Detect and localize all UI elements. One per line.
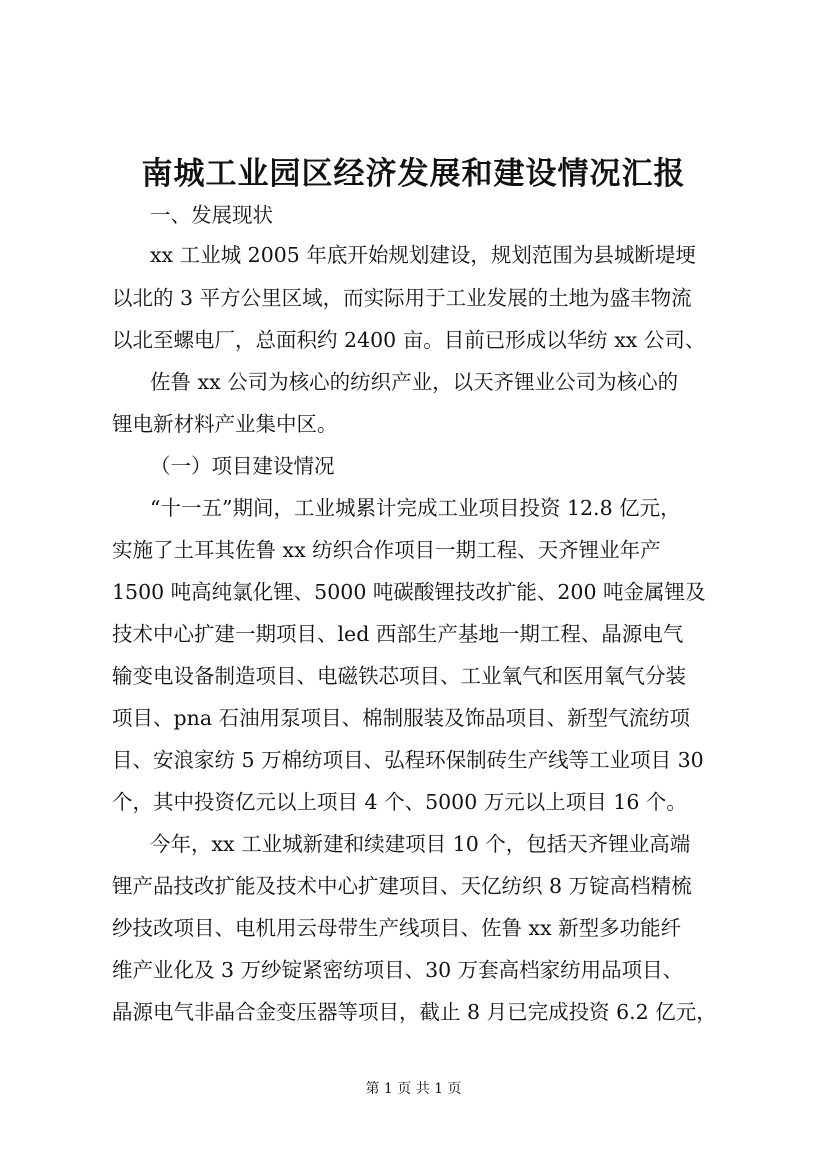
paragraph-line: 目、安浪家纺 5 万棉纺项目、弘程环保制砖生产线等工业项目 30 [112, 748, 704, 772]
paragraph-line: 以北的 3 平方公里区域，而实际用于工业发展的土地为盛丰物流 [112, 286, 692, 310]
page-footer: 第 1 页 共 1 页 [365, 1081, 462, 1097]
paragraph-line: 输变电设备制造项目、电磁铁芯项目、工业氧气和医用氧气分装 [112, 664, 686, 688]
paragraph-line: 个，其中投资亿元以上项目 4 个、5000 万元以上项目 16 个。 [112, 790, 687, 814]
paragraph-line: 纱技改项目、电机用云母带生产线项目、佐鲁 xx 新型多功能纤 [112, 916, 682, 940]
paragraph-line: 技术中心扩建一期项目、led 西部生产基地一期工程、晶源电气 [112, 622, 684, 646]
paragraph-line: 1500 吨高纯氯化锂、5000 吨碳酸锂技改扩能、200 吨金属锂及 [112, 580, 706, 604]
paragraph-line: 以北至螺电厂，总面积约 2400 亩。目前已形成以华纺 xx 公司、 [112, 328, 706, 352]
paragraph-line: 实施了土耳其佐鲁 xx 纺织合作项目一期工程、天齐锂业年产 [112, 538, 661, 562]
paragraph-line: “十一五”期间，工业城累计完成工业项目投资 12.8 亿元， [150, 496, 681, 520]
paragraph-line: 锂产品技改扩能及技术中心扩建项目、天亿纺织 8 万锭高档精梳 [112, 874, 692, 898]
document-title: 南城工业园区经济发展和建设情况汇报 [141, 156, 686, 192]
paragraph-line: xx 工业城 2005 年底开始规划建设，规划范围为县城断堤埂 [150, 243, 696, 267]
subsection-heading: （一）项目建设情况 [150, 454, 335, 478]
paragraph-line: 今年，xx 工业城新建和续建项目 10 个，包括天齐锂业高端 [150, 832, 691, 856]
paragraph-line: 锂电新材料产业集中区。 [112, 412, 338, 436]
paragraph-line: 晶源电气非晶合金变压器等项目，截止 8 月已完成投资 6.2 亿元， [112, 1000, 717, 1024]
paragraph-line: 佐鲁 xx 公司为核心的纺织产业，以天齐锂业公司为核心的 [150, 370, 679, 394]
paragraph-line: 项目、pna 石油用泵项目、棉制服装及饰品项目、新型气流纺项 [112, 706, 691, 730]
paragraph-line: 维产业化及 3 万纱锭紧密纺项目、30 万套高档家纺用品项目、 [112, 958, 684, 982]
section-heading: 一、发展现状 [150, 203, 273, 227]
